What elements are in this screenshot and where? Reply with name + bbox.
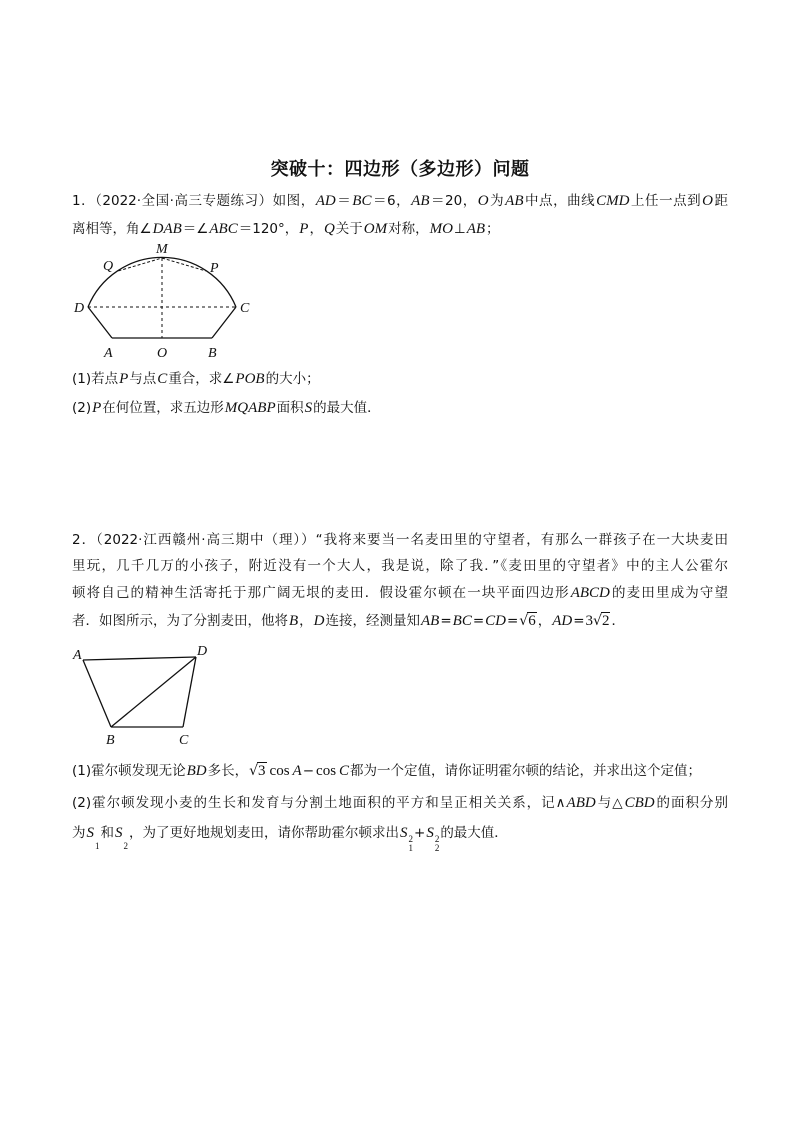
text-run: 和 xyxy=(100,825,114,841)
problem-2-stem-line-1 xyxy=(72,530,728,550)
text-run: 的面积分别 xyxy=(655,795,728,811)
math-expression: S 2 2 xyxy=(426,825,440,853)
math-expression: S xyxy=(304,400,313,416)
math-expression: POB xyxy=(235,371,265,387)
math-expression: BC xyxy=(452,613,472,629)
math-expression: ABD xyxy=(566,795,596,811)
math-script: 2 xyxy=(123,841,128,851)
problem-2-stem-line-3 xyxy=(72,583,728,603)
math-expression: AB xyxy=(411,193,430,209)
problem-1-question-2 xyxy=(72,398,728,418)
math-expression: ABCD xyxy=(570,585,610,601)
text-run: ＝120°， xyxy=(238,221,299,237)
math-expression: AD xyxy=(315,193,336,209)
math-expression: AD xyxy=(552,613,573,629)
math-expression: P xyxy=(92,400,102,416)
text-run: 为 xyxy=(489,193,505,209)
text-run: − xyxy=(302,763,315,779)
problem-1-stem-line-2 xyxy=(72,219,728,239)
math-expression: P xyxy=(299,221,309,237)
text-run: 的最大值． xyxy=(313,400,381,416)
text-run: = xyxy=(472,613,485,629)
math-expression: CMD xyxy=(596,193,630,209)
segment-BC xyxy=(212,307,236,338)
text-run: ， xyxy=(309,221,323,237)
text-run: (1)若点 xyxy=(72,371,119,387)
text-run: 都为一个定值，请你证明霍尔顿的结论，并求出这个定值； xyxy=(350,763,702,779)
math-expression: CBD xyxy=(624,795,655,811)
point-label-O: O xyxy=(157,346,168,361)
math-expression: 3√2 xyxy=(585,613,610,629)
math-expression: MQABP xyxy=(224,400,276,416)
text-run: + xyxy=(414,825,426,841)
segment-DA xyxy=(88,307,112,338)
point-label-P: P xyxy=(210,261,219,276)
text-run: = xyxy=(506,613,519,629)
math-expression: S 1 xyxy=(86,825,100,851)
math-expression: P xyxy=(119,371,129,387)
text-run: ＝∠ xyxy=(182,221,209,237)
problem-2-figure xyxy=(66,640,216,752)
math-expression: A xyxy=(292,763,302,779)
math-expression: DAB xyxy=(152,221,182,237)
text-run: ⊥ xyxy=(453,221,466,237)
math-expression: C xyxy=(157,371,168,387)
problem-2-question-1 xyxy=(72,761,728,781)
point-label-A: A xyxy=(104,346,113,361)
math-expression: S 2 xyxy=(115,825,128,851)
text-run: 为 xyxy=(72,825,86,841)
text-run: 与点 xyxy=(129,371,157,387)
text-run: 距 xyxy=(714,193,729,209)
point-label-A: A xyxy=(73,648,82,663)
math-expression: √6 xyxy=(519,613,536,629)
text-run: 中点，曲线 xyxy=(524,193,596,209)
problem-2-question-2-line-1 xyxy=(72,793,728,813)
math-expression: √3 xyxy=(249,763,266,779)
problem-1-question-1 xyxy=(72,369,728,389)
text-run: ． xyxy=(611,613,625,629)
math-script: 2 1 xyxy=(408,834,413,853)
problem-2-stem-line-2 xyxy=(72,556,728,576)
text-run: (2) xyxy=(72,400,92,416)
problem-2-question-2-line-2 xyxy=(72,823,728,853)
text-run: (2)霍尔顿发现小麦的生长和发育与分割土地面积的平方和呈正相关关系，记∧ xyxy=(72,795,566,811)
text-run: 离相等，角∠ xyxy=(72,221,152,237)
math-expression: CD xyxy=(485,613,506,629)
math-expression: AB xyxy=(421,613,440,629)
text-run: 1．（2022·全国·高三专题练习）如图， xyxy=(72,193,315,209)
text-run: 关于 xyxy=(335,221,363,237)
text-run: 者．如图所示，为了分割麦田，他将 xyxy=(72,613,288,629)
math-expression: Q xyxy=(323,221,335,237)
text-run: 重合，求∠ xyxy=(168,371,235,387)
text-run: ＝ xyxy=(336,193,352,209)
text-run: ， xyxy=(537,613,552,629)
text-run: 里玩，几千几万的小孩子，附近没有一个大人，我是说，除了我．”《麦田里的守望者》中的主人公霍尔 xyxy=(72,558,728,574)
point-label-B: B xyxy=(208,346,217,361)
text-run: 面积 xyxy=(276,400,304,416)
text-run: 的最大值． xyxy=(440,825,508,841)
text-run: 上任一点到 xyxy=(630,193,702,209)
text-run: 连接，经测量知 xyxy=(325,613,421,629)
text-run: 的麦田里成为守望 xyxy=(610,585,729,601)
math-expression: ABC xyxy=(209,221,238,237)
point-label-D: D xyxy=(197,644,208,659)
text-run: ＝6， xyxy=(372,193,411,209)
math-expression: BD xyxy=(186,763,207,779)
point-label-C: C xyxy=(240,301,250,316)
point-label-Q: Q xyxy=(103,259,114,274)
math-expression: MO xyxy=(429,221,453,237)
text-run: ，为了更好地规划麦田，请你帮助霍尔顿求出 xyxy=(129,825,399,841)
text-run: 在何位置，求五边形 xyxy=(102,400,224,416)
page-title: 突破十：四边形（多边形）问题 xyxy=(270,159,530,180)
text-run: 多长， xyxy=(207,763,249,779)
math-expression: B xyxy=(289,613,299,629)
text-run: ， xyxy=(299,613,313,629)
text-run: ； xyxy=(486,221,500,237)
text-run: = xyxy=(440,613,452,629)
point-label-B: B xyxy=(106,733,115,748)
text-run: 2．（2022·江西赣州·高三期中（理））“我将来要当一名麦田里的守望者，有那么一群孩子在一大块麦田 xyxy=(72,532,728,548)
math-expression: AB xyxy=(466,221,486,237)
math-expression: O xyxy=(477,193,489,209)
point-label-C: C xyxy=(179,733,189,748)
math-expression: S 2 1 xyxy=(400,825,413,853)
math-expression: C xyxy=(339,763,350,779)
problem-1-figure xyxy=(60,240,270,365)
point-label-D: D xyxy=(74,301,85,316)
text-run: 与△ xyxy=(596,795,624,811)
problem-1-stem-line-1 xyxy=(72,191,728,211)
math-function: cos xyxy=(269,763,290,779)
math-expression: OM xyxy=(363,221,388,237)
text-run: (1)霍尔顿发现无论 xyxy=(72,763,186,779)
segment-DC xyxy=(183,657,196,727)
text-run: 对称， xyxy=(388,221,429,237)
math-expression: AB xyxy=(505,193,524,209)
segment-AB xyxy=(83,660,111,727)
math-function: cos xyxy=(316,763,337,779)
segment-BD xyxy=(111,657,196,727)
problem-2-stem-line-4 xyxy=(72,611,728,631)
point-label-M: M xyxy=(156,242,168,257)
text-run: 的大小； xyxy=(265,371,320,387)
text-run: = xyxy=(573,613,585,629)
text-run: ＝20， xyxy=(430,193,477,209)
math-expression: D xyxy=(313,613,325,629)
math-expression: BC xyxy=(352,193,372,209)
math-expression: O xyxy=(702,193,713,209)
text-run: 顿将自己的精神生活寄托于那广阔无垠的麦田．假设霍尔顿在一块平面四边形 xyxy=(72,585,570,601)
math-script: 2 2 xyxy=(434,834,440,853)
segment-AD xyxy=(83,657,196,660)
math-script: 1 xyxy=(95,841,100,851)
